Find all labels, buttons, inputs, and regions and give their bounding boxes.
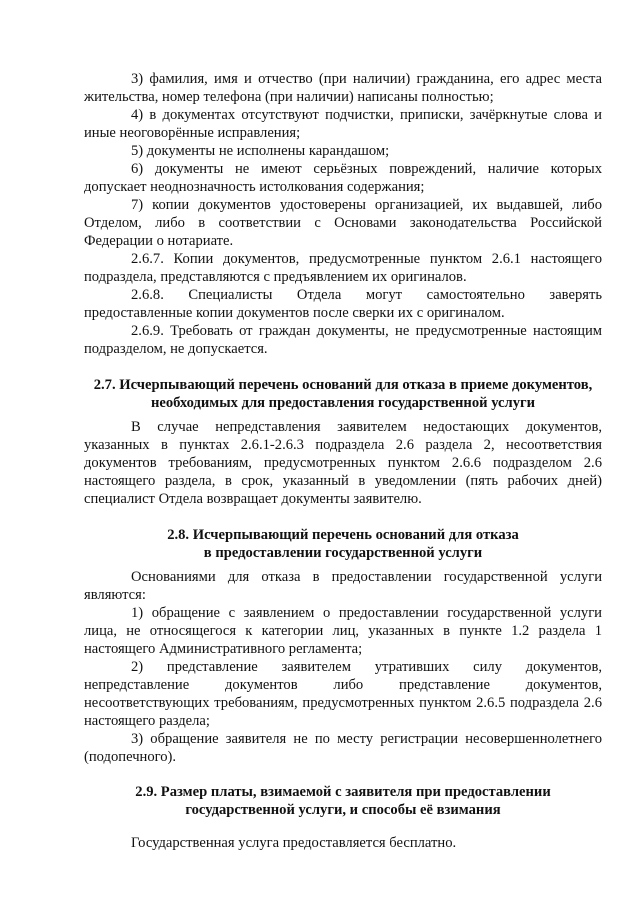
section-2-9-heading [84, 783, 602, 819]
item-2-6-7: 7) копии документов удостоверены организацией, их выдавшей, либо Отделом, либо в соответствии с Основами законодательства Российской Федерации о нотариате. [84, 197, 602, 249]
item-2-6-5: 5) документы не исполнены карандашом; [131, 143, 390, 159]
section-2-8-item-3: 3) обращение заявителя не по месту регистрации несовершеннолетнего (подопечного). [84, 731, 602, 765]
item-2-6-4: 4) в документах отсутствуют подчистки, приписки, зачёркнутые слова и иные неоговорённые исправления; [84, 107, 602, 141]
clause-2-6-8: 2.6.8. Специалисты Отдела могут самостоятельно заверять предоставленные копии документов после сверки их с оригиналом. [84, 287, 602, 321]
section-2-8-heading-line1: 2.8. Исчерпывающий перечень оснований для отказа [167, 527, 519, 543]
section-2-7-heading-line1: 2.7. Исчерпывающий перечень оснований для отказа в приеме документов, [93, 377, 593, 393]
clause-2-6-9: 2.6.9. Требовать от граждан документы, не предусмотренные настоящим подразделом, не допускается. [84, 323, 602, 357]
clause-2-6-7: 2.6.7. Копии документов, предусмотренные пунктом 2.6.1 настоящего подраздела, представляются с предъявлением их оригиналов. [84, 251, 602, 285]
section-2-7-heading [84, 376, 602, 412]
section-2-8-item-2: 2) представление заявителем утративших силу документов, непредставление документов либо представление документов, несоответствующих требованиям, предусмотренных пунктом 2.6.5 подраздела 2.6 настоящего раздела; [84, 659, 602, 729]
section-2-9-heading-line1: 2.9. Размер платы, взимаемой с заявителя при предоставлении [135, 784, 551, 800]
document-body [84, 70, 602, 852]
section-2-9-paragraph: Государственная услуга предоставляется бесплатно. [131, 835, 457, 851]
item-2-6-6: 6) документы не имеют серьёзных повреждений, наличие которых допускает неоднозначность истолкования содержания; [84, 161, 602, 195]
section-2-9-heading-line2: государственной услуги, и способы её взимания [185, 802, 501, 818]
section-2-8-heading [84, 526, 602, 562]
section-2-7-heading-line2: необходимых для предоставления государственной услуги [150, 395, 536, 411]
section-2-8-intro: Основаниями для отказа в предоставлении государственной услуги являются: [84, 569, 602, 603]
section-2-8-heading-line2: в предоставлении государственной услуги [203, 545, 483, 561]
section-2-8-item-1: 1) обращение с заявлением о предоставлении государственной услуги лица, не относящегося к категории лиц, указанных в пункте 1.2 раздела 1 настоящего Административного регламента; [84, 605, 602, 657]
section-2-7-paragraph: В случае непредставления заявителем недостающих документов, указанных в пунктах 2.6.1-2.6.3 подраздела 2.6 раздела 2, несоответствия документов требованиям, предусмотренных пунктом 2.6.6 подразделом 2.6 настоящего раздела, в срок, указанный в уведомлении (пять рабочих дней) специалист Отдела возвращает документы заявителю. [84, 419, 602, 507]
item-2-6-3: 3) фамилия, имя и отчество (при наличии) гражданина, его адрес места жительства, номер телефона (при наличии) написаны полностью; [84, 71, 602, 105]
